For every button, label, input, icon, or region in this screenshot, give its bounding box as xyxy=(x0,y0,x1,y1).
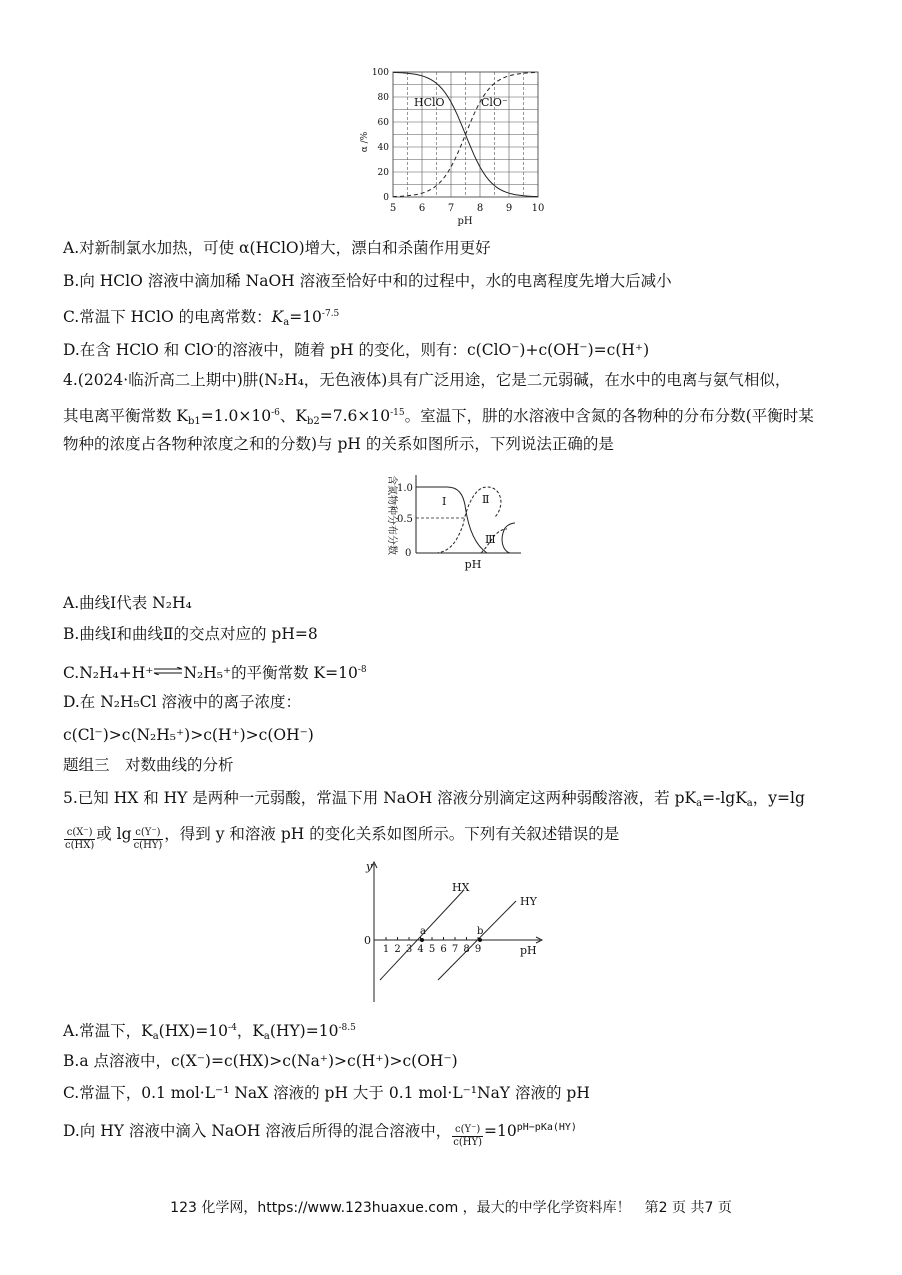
fig3-xtick: 3 xyxy=(405,944,413,955)
q4-l2c: 、K xyxy=(279,407,308,425)
q4-option-b: B.曲线Ⅰ和曲线Ⅱ的交点对应的 pH=8 xyxy=(63,625,318,643)
fig2-ytick-05: 0.5 xyxy=(397,514,413,525)
fig3-x-label: pH xyxy=(520,944,537,957)
q4-c-a: C.N₂H₄+H⁺ xyxy=(63,664,154,682)
fig1-xtick: 10 xyxy=(531,203,545,214)
q5-d-a: D.向 HY 溶液中滴入 NaOH 溶液后所得的混合溶液中， xyxy=(63,1122,452,1140)
fig3-xtick: 8 xyxy=(463,944,470,955)
q5-a-b: (HX)=10 xyxy=(158,1022,229,1040)
q4-c-exp: -8 xyxy=(357,665,367,675)
q5-d-b: =10 xyxy=(484,1122,517,1140)
q5-a-c: ，K xyxy=(236,1022,264,1040)
q4-l2a: 其电离平衡常数 K xyxy=(63,407,189,425)
fig3-xtick: 1 xyxy=(382,944,390,955)
fig3-point-b-label: b xyxy=(477,926,484,937)
page-footer: 123 化学网，https://www.123huaxue.com ，最大的中学化学资料库！ 第2 页 共7 页 xyxy=(170,1200,732,1216)
fig1-ytick: 60 xyxy=(377,118,389,128)
hydrazine-distribution-figure xyxy=(375,465,535,575)
point-a xyxy=(420,938,424,942)
fig3-xtick: 2 xyxy=(394,944,401,955)
fig1-x-label: pH xyxy=(457,216,473,227)
fig1-ytick: 40 xyxy=(377,143,389,153)
q3-d-prefix: D.在含 HClO 和 ClO xyxy=(63,341,214,359)
fig3-point-a-label: a xyxy=(420,926,426,937)
q3-c-exp: -7.5 xyxy=(321,309,340,319)
fig1-xtick: 6 xyxy=(418,203,426,214)
hclo-distribution-figure xyxy=(355,62,555,230)
log-curve-figure xyxy=(358,858,548,1006)
fig3-origin: 0 xyxy=(364,934,371,947)
q4-option-a: A.曲线Ⅰ代表 N₂H₄ xyxy=(63,594,192,612)
fig3-xtick: 5 xyxy=(428,944,436,955)
fig2-y-label: 含氮物种分布分数 xyxy=(386,475,397,555)
q5-line1: 5.已知 HX 和 HY 是两种一元弱酸，常温下用 NaOH 溶液分别滴定这两种弱酸溶液，若 $pK_a=-\lg K_a$，y=lg xyxy=(63,789,805,809)
q3-d-eq: c(ClO⁻)+c(OH⁻)=c(H⁺) xyxy=(467,341,650,359)
q3-option-a: A.对新制氯水加热，可使 α(HClO)增大，漂白和杀菌作用更好 xyxy=(63,239,491,257)
q5-a-a: A.常温下，K xyxy=(63,1022,153,1040)
q4-exp1: -6 xyxy=(271,408,280,418)
q3-c-value: =10 xyxy=(289,308,322,326)
fig2-curve-2: Ⅱ xyxy=(482,493,490,506)
fig1-ytick: 20 xyxy=(377,168,389,178)
q5-a-exp2: -8.5 xyxy=(338,1023,356,1033)
q4-option-d: D.在 N₂H₅Cl 溶液中的离子浓度： xyxy=(63,693,301,711)
q5-a-exp1: -4 xyxy=(228,1023,237,1033)
q5-frac2: $\frac{c(Y^-)}{c(HY)}$ xyxy=(133,827,163,851)
q5-frac1: $\frac{c(X^-)}{c(HX)}$ xyxy=(65,827,95,851)
fig3-line-hx: HX xyxy=(452,881,470,894)
point-b xyxy=(478,938,482,942)
fig1-xtick: 7 xyxy=(447,203,455,214)
q5-or: 或 lg xyxy=(96,825,132,843)
q4-option-d2: c(Cl⁻)>c(N₂H₅⁺)>c(H⁺)>c(OH⁻) xyxy=(63,726,314,744)
q5-line2 xyxy=(63,824,619,852)
q4-option-c xyxy=(63,660,367,683)
q4-c-b: N₂H₅⁺的平衡常数 K=10 xyxy=(183,664,358,682)
q5-d-exp: pH−pKa(HY) xyxy=(516,1122,577,1133)
fig3-xtick: 7 xyxy=(451,944,459,955)
q4-l2e: 。室温下，肼的水溶液中含氮的各物种的分布分数(平衡时某 xyxy=(404,407,814,425)
q4-l2b: =1.0×10 xyxy=(200,407,272,425)
q4-l2d: =7.6×10 xyxy=(319,407,391,425)
fig3-xtick: 4 xyxy=(417,944,424,955)
curve-label-clo: ClO⁻ xyxy=(481,96,508,109)
q5-d-frac: $\frac{c(Y^-)}{c(HY)}$ xyxy=(453,1124,483,1148)
fig2-ytick-0: 0 xyxy=(405,548,412,559)
q3-c-prefix: C.常温下 HClO 的电离常数： xyxy=(63,308,272,326)
fig2-curve-1: Ⅰ xyxy=(442,495,447,508)
q5-l1b: =-lgK xyxy=(702,789,747,807)
q4-line2 xyxy=(63,403,814,432)
fig1-xtick: 9 xyxy=(505,203,513,214)
q5-option-d xyxy=(63,1118,577,1149)
q4-exp2: -15 xyxy=(390,408,405,418)
fig1-y-label: α /% xyxy=(360,131,370,153)
fig1-xtick: 8 xyxy=(476,203,484,214)
fig1-ytick: 0 xyxy=(383,193,389,203)
q3-d-mid: 的溶液中，随着 pH 的变化，则有： xyxy=(216,341,467,359)
q5-option-c: C.常温下，0.1 mol·L⁻¹ NaX 溶液的 pH 大于 0.1 mol·L⁻¹NaY 溶液的 pH xyxy=(63,1084,590,1102)
q4-line1: 4.(2024·临沂高二上期中)肼(N₂H₄，无色液体)具有广泛用途，它是二元弱碱，在水中的电离与氨气相似， xyxy=(63,371,791,389)
section-heading: 题组三 对数曲线的分析 xyxy=(63,756,234,774)
q4-line3: 物种的浓度占各物种浓度之和的分数)与 pH 的关系如图所示，下列说法正确的是 xyxy=(63,435,614,453)
q3-option-d: D.在含 HClO 和 ClO-的溶液中，随着 pH 的变化，则有：c(ClO⁻)+c(OH⁻)=c(H⁺) xyxy=(63,341,650,359)
fig3-xtick: 9 xyxy=(474,944,482,955)
fig1-ytick: 100 xyxy=(371,68,389,78)
q3-option-b: B.向 HClO 溶液中滴加稀 NaOH 溶液至恰好中和的过程中，水的电离程度先增大后减小 xyxy=(63,272,672,290)
q5-l2-rest: ，得到 y 和溶液 pH 的变化关系如图所示。下列有关叙述错误的是 xyxy=(164,825,620,843)
fig2-ytick-1: 1.0 xyxy=(397,483,413,494)
q5-option-a: A.常温下，$K_a(HX)=10^{-4}$，$K_a(HY)=10^{-8.5}$ xyxy=(63,1022,356,1042)
fig2-curve-3: Ⅲ xyxy=(485,533,496,546)
fig3-line-hy: HY xyxy=(520,895,537,908)
fig1-xtick: 5 xyxy=(389,203,397,214)
q5-l1a: 5.已知 HX 和 HY 是两种一元弱酸，常温下用 NaOH 溶液分别滴定这两种弱酸溶液，若 pK xyxy=(63,789,697,807)
fig1-ytick: 80 xyxy=(377,93,389,103)
q3-option-c: C.常温下 HClO 的电离常数：$K_a=10^{-7.5}$ xyxy=(63,308,340,328)
curve-label-hclo: HClO xyxy=(414,96,445,109)
fig3-xtick: 6 xyxy=(440,944,447,955)
q5-l1c: ，y=lg xyxy=(752,789,805,807)
q4-sub-b2: b2 xyxy=(307,416,320,427)
q5-option-b: B.a 点溶液中，c(X⁻)=c(HX)>c(Na⁺)>c(H⁺)>c(OH⁻) xyxy=(63,1052,458,1070)
equilibrium-arrow-icon xyxy=(153,667,183,675)
fig3-y-label: y xyxy=(366,860,373,873)
q4-sub-b1: b1 xyxy=(188,416,201,427)
fig2-x-label: pH xyxy=(464,558,482,571)
q5-a-d: (HY)=10 xyxy=(269,1022,339,1040)
